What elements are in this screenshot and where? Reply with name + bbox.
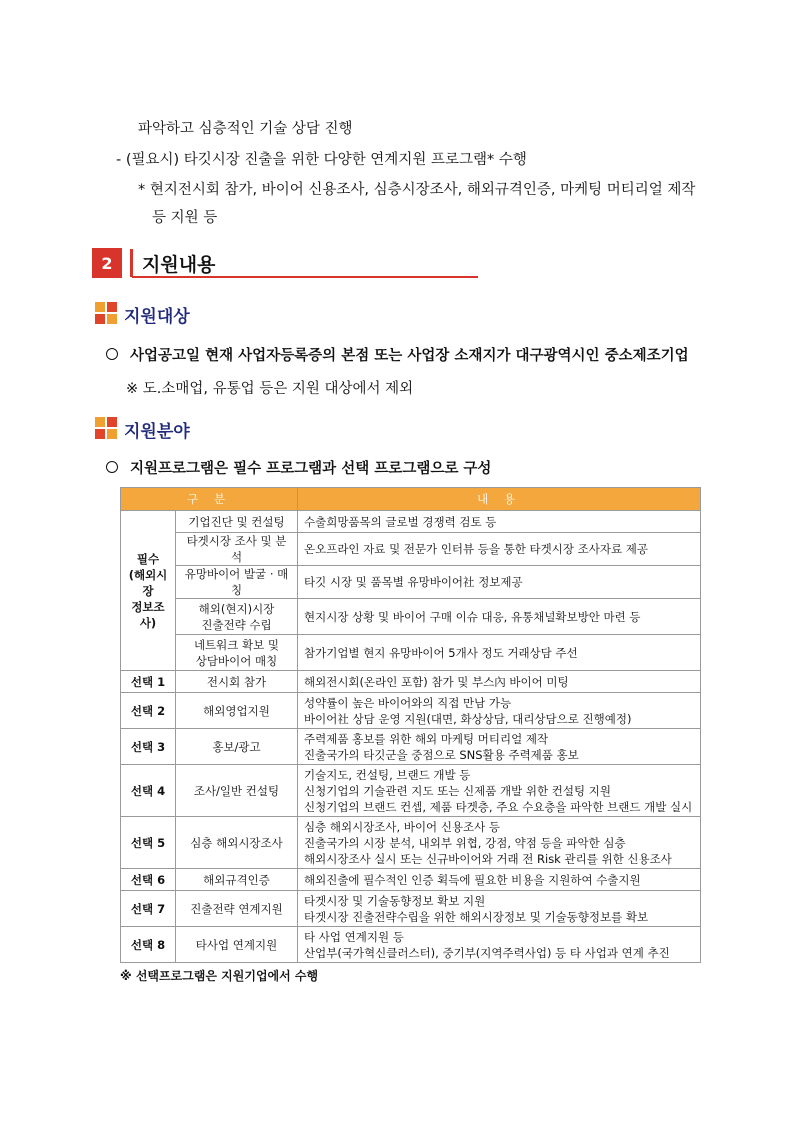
sub-category-cell: 네트워크 확보 및 상담바이어 매칭 [176,635,298,671]
square-grid-icon [95,417,117,439]
table-row [121,765,701,817]
intro-line-1: 파악하고 심층적인 기술 상담 진행 [138,121,353,137]
optional-category-cell: 선택 8 [121,927,176,963]
section-number: 2 [92,248,122,278]
target-bullet-text: 사업공고일 현재 사업자등록증의 본점 또는 사업장 소재지가 대구광역시인 중소제조기업 [130,348,689,364]
section-title: 지원내용 [142,254,216,276]
table-header-row [121,488,701,511]
sub-category-cell: 기업진단 및 컨설팅 [176,511,298,533]
table-row [121,511,701,533]
table-row [121,927,701,963]
description-cell: 현지시장 상황 및 바이어 구매 이슈 대응, 유통채널확보방안 마련 등 [298,599,701,635]
optional-category-cell: 선택 1 [121,671,176,693]
optional-category-cell: 선택 6 [121,869,176,891]
table-row [121,891,701,927]
sub-category-cell: 타사업 연계지원 [176,927,298,963]
optional-category-cell: 선택 4 [121,765,176,817]
description-cell: 성약률이 높은 바이어와의 직접 만남 가능 바이어社 상담 운영 지원(대면, 화상상담, 대리상담으로 진행예정) [298,693,701,729]
target-bullet [106,344,689,365]
table-row [121,533,701,566]
section-divider [130,249,133,277]
table-row [121,599,701,635]
optional-category-cell: 선택 7 [121,891,176,927]
circle-bullet-icon [106,348,118,360]
description-cell: 온오프라인 자료 및 전문가 인터뷰 등을 통한 타겟시장 조사자료 제공 [298,533,701,566]
description-cell: 참가기업별 현지 유망바이어 5개사 정도 거래상담 주선 [298,635,701,671]
sub-category-cell: 해외(현지)시장 진출전략 수립 [176,599,298,635]
header-content: 내 용 [298,488,701,511]
table-row [121,671,701,693]
table-footnote: ※ 선택프로그램은 지원기업에서 수행 [120,969,319,983]
sub-category-cell: 유망바이어 발굴 · 매칭 [176,566,298,599]
description-cell: 주력제품 홍보를 위한 해외 마케팅 머티리얼 제작 진출국가의 타깃군을 중점으로 SNS활용 주력제품 홍보 [298,729,701,765]
table-row [121,817,701,869]
description-cell: 심층 해외시장조사, 바이어 신용조사 등 진출국가의 시장 분석, 내외부 위협, 강점, 약점 등을 파악한 심층 해외시장조사 실시 또는 신규바이어와 거래 전 Risk 관리를 위한 신용조사 [298,817,701,869]
table-row [121,635,701,671]
target-note: ※ 도.소매업, 유통업 등은 지원 대상에서 제외 [126,381,414,397]
program-table [120,487,701,963]
table-row [121,869,701,891]
description-cell: 수출희망품목의 글로벌 경쟁력 검토 등 [298,511,701,533]
sub-category-cell: 타겟시장 조사 및 분석 [176,533,298,566]
intro-line-4: 등 지원 등 [152,210,218,226]
target-title: 지원대상 [124,307,190,327]
table-row [121,729,701,765]
intro-line-2: - (필요시) 타깃시장 진출을 위한 다양한 연계지원 프로그램* 수행 [116,152,527,168]
required-category-cell: 필수 (해외시장 정보조사) [121,511,176,671]
description-cell: 해외진출에 필수적인 인증 획득에 필요한 비용을 지원하여 수출지원 [298,869,701,891]
optional-category-cell: 선택 2 [121,693,176,729]
sub-category-cell: 홍보/광고 [176,729,298,765]
square-grid-icon [95,302,117,324]
sub-category-cell: 심층 해외시장조사 [176,817,298,869]
sub-category-cell: 해외영업지원 [176,693,298,729]
intro-line-3: * 현지전시회 참가, 바이어 신용조사, 심층시장조사, 해외규격인증, 마케팅 머티리얼 제작 [138,182,696,198]
sub-category-cell: 해외규격인증 [176,869,298,891]
sub-category-cell: 진출전략 연계지원 [176,891,298,927]
description-cell: 기술지도, 컨설팅, 브랜드 개발 등 신청기업의 기술관련 지도 또는 신제품 개발 위한 컨설팅 지원 신청기업의 브랜드 컨셉, 제품 타겟층, 주요 수요층을 파악한 브랜드 개발 실시 [298,765,701,817]
sub-category-cell: 전시회 참가 [176,671,298,693]
circle-bullet-icon [106,461,118,473]
field-bullet-text: 지원프로그램은 필수 프로그램과 선택 프로그램으로 구성 [130,461,492,477]
optional-category-cell: 선택 3 [121,729,176,765]
description-cell: 타깃 시장 및 품목별 유망바이어社 정보제공 [298,566,701,599]
field-bullet [106,457,491,478]
description-cell: 해외전시회(온라인 포함) 참가 및 부스內 바이어 미팅 [298,671,701,693]
table-row [121,693,701,729]
section-underline [132,276,478,278]
field-title: 지원분야 [124,422,190,442]
sub-category-cell: 조사/일반 컨설팅 [176,765,298,817]
table-row [121,566,701,599]
description-cell: 타겟시장 및 기술동향정보 확보 지원 타겟시장 진출전략수립을 위한 해외시장정보 및 기술동향정보를 확보 [298,891,701,927]
header-category: 구 분 [121,488,298,511]
description-cell: 타 사업 연계지원 등 산업부(국가혁신클러스터), 중기부(지역주력사업) 등 타 사업과 연계 추진 [298,927,701,963]
optional-category-cell: 선택 5 [121,817,176,869]
